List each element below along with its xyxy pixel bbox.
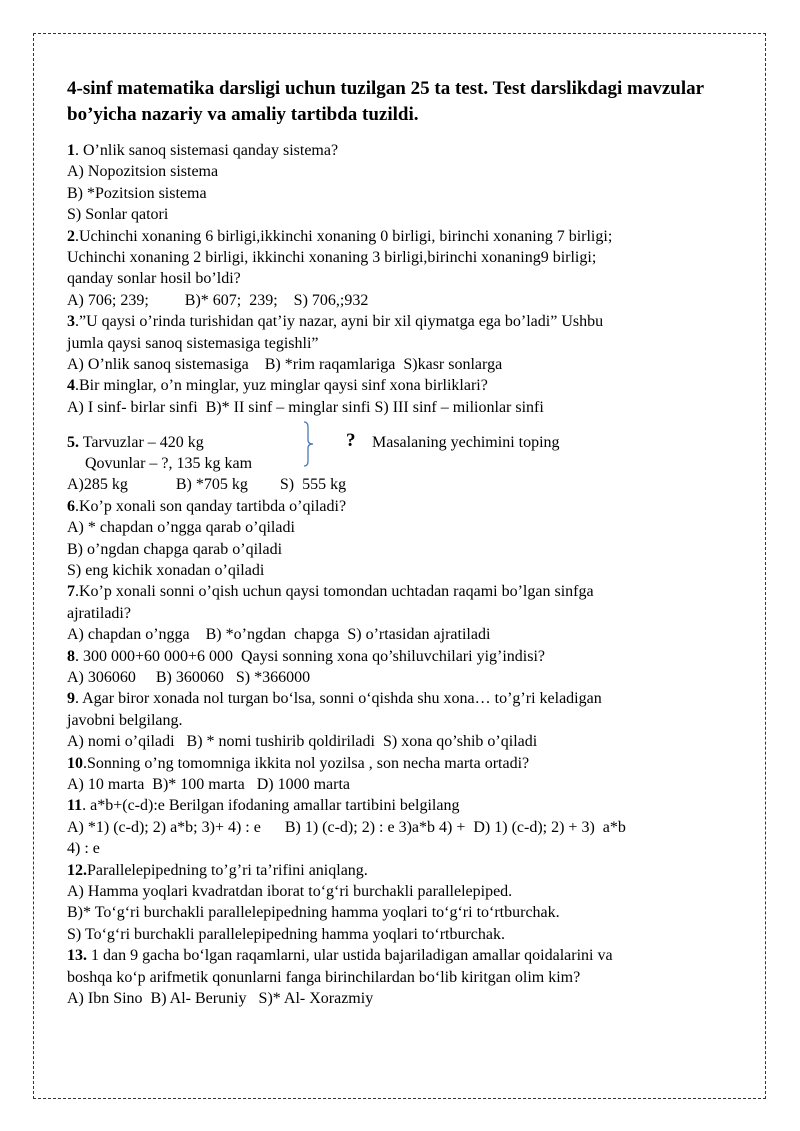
answer-options: A) 706; 239; B)* 607; 239; S) 706,;932 bbox=[67, 291, 369, 309]
question-5 bbox=[67, 432, 747, 474]
question-text: .”U qaysi o’rinda turishidan qat’iy nazar, ayni bir xil qiymatga ega bo’ladi” Ushbu bbox=[75, 313, 604, 331]
answer-option: B) o’ngdan chapga qarab o’qiladi bbox=[67, 540, 283, 558]
question-3 bbox=[67, 311, 747, 375]
problem-instruction: Masalaning yechimini toping bbox=[372, 434, 560, 452]
question-6 bbox=[67, 496, 747, 582]
answer-option: S) Sonlar qatori bbox=[67, 206, 169, 224]
question-text: .Sonning o’ng tomomniga ikkita nol yozilsa , son necha marta ortadi? bbox=[83, 754, 530, 772]
question-text: jumla qaysi sanoq sistemasiga tegishli” bbox=[67, 334, 319, 352]
question-text: Parallelepipedning to’g’ri ta’rifini aniqlang. bbox=[87, 861, 368, 879]
question-number: 1 bbox=[67, 142, 75, 159]
answer-options: 4) : e bbox=[67, 840, 100, 858]
answer-options: A) *1) (c-d); 2) a*b; 3)+ 4) : e B) 1) (c-d); 2) : e 3)a*b 4) + D) 1) (c-d); 2) + 3) a*b bbox=[67, 818, 626, 836]
question-8 bbox=[67, 646, 747, 689]
document-title: 4-sinf matematika darsligi uchun tuzilgan 25 ta test. Test darslikdagi mavzular bo’yicha nazariy va amaliy tartibda tuzildi. bbox=[67, 78, 704, 125]
question-10 bbox=[67, 753, 747, 796]
answer-options: A) nomi o’qiladi B) * nomi tushirib qoldiriladi S) xona qo’shib o’qiladi bbox=[67, 733, 538, 751]
answer-option: B)* To‘g‘ri burchakli parallelepipedning hamma yoqlari to‘g‘ri to‘rtburchak. bbox=[67, 904, 560, 922]
question-number: 8 bbox=[67, 647, 75, 665]
question-5-answers bbox=[67, 474, 747, 495]
question-text: 1 dan 9 gacha bo‘lgan raqamlarni, ular ustida bajariladigan amallar qoidalarini va bbox=[87, 947, 613, 965]
question-number: 7 bbox=[67, 583, 75, 601]
answer-options: A) chapdan o’ngga B) *o’ngdan chapga S) o’rtasidan ajratiladi bbox=[67, 626, 491, 644]
question-text: Uchinchi xonaning 2 birligi, ikkinchi xonaning 3 birligi,birinchi xonaning9 birligi; bbox=[67, 249, 597, 267]
question-mark: ? bbox=[346, 430, 356, 452]
question-13 bbox=[67, 945, 747, 1009]
answer-options: A) Ibn Sino B) Al- Beruniy S)* Al- Xorazmiy bbox=[67, 990, 374, 1008]
problem-line: Qovunlar – ?, 135 kg kam bbox=[85, 455, 253, 473]
question-number: 5. bbox=[67, 434, 79, 452]
question-text: ajratiladi? bbox=[67, 604, 131, 622]
answer-options: A) O’nlik sanoq sistemasiga B) *rim raqamlariga S)kasr sonlarga bbox=[67, 356, 503, 374]
question-9 bbox=[67, 688, 747, 752]
question-number: 2 bbox=[67, 227, 75, 245]
question-text: qanday sonlar hosil bo’ldi? bbox=[67, 270, 241, 288]
question-number: 13. bbox=[67, 947, 87, 965]
question-number: 10 bbox=[67, 754, 83, 772]
question-text: .Ko’p xonali sonni o’qish uchun qaysi tomondan uchtadan raqami bo’lgan sinfga bbox=[75, 583, 594, 601]
question-12 bbox=[67, 860, 747, 946]
question-number: 6 bbox=[67, 497, 75, 515]
question-text: . 300 000+60 000+6 000 Qaysi sonning xona qo’shiluvchilari yig’indisi? bbox=[75, 647, 546, 665]
question-number: 4 bbox=[67, 377, 75, 395]
answer-option: S) eng kichik xonadan o’qiladi bbox=[67, 561, 265, 579]
answer-option: A) Nopozitsion sistema bbox=[67, 163, 219, 181]
problem-line: Tarvuzlar – 420 kg bbox=[79, 434, 204, 452]
answer-options: A)285 kg B) *705 kg S) 555 kg bbox=[67, 476, 347, 494]
answer-option: A) * chapdan o’ngga qarab o’qiladi bbox=[67, 519, 295, 537]
question-4 bbox=[67, 375, 747, 418]
question-text: . Agar biror xonada nol turgan bo‘lsa, sonni o‘qishda shu xona… to’g’ri keladigan bbox=[75, 690, 602, 708]
question-number: 3 bbox=[67, 313, 75, 331]
question-text: . O’nlik sanoq sistemasi qanday sistema? bbox=[75, 142, 339, 159]
question-text: javobni belgilang. bbox=[67, 711, 183, 729]
question-text: .Ko’p xonali son qanday tartibda o’qiladi? bbox=[75, 497, 347, 515]
answer-options: A) I sinf- birlar sinfi B)* II sinf – minglar sinfi S) III sinf – milionlar sinfi bbox=[67, 398, 544, 416]
question-text: boshqa ko‘p arifmetik qonunlarni fanga birinchilardan bo‘lib kiritgan olim kim? bbox=[67, 968, 581, 986]
question-text: .Uchinchi xonaning 6 birligi,ikkinchi xonaning 0 birligi, birinchi xonaning 7 birligi; bbox=[75, 227, 613, 245]
question-number: 11 bbox=[67, 797, 83, 815]
question-number: 9 bbox=[67, 690, 75, 708]
question-1 bbox=[67, 140, 747, 226]
question-2 bbox=[67, 226, 747, 312]
question-text: . a*b+(c-d):e Berilgan ifodaning amallar tartibini belgilang bbox=[82, 797, 460, 815]
test-document bbox=[67, 76, 747, 1009]
right-brace-icon bbox=[303, 421, 317, 467]
answer-option: A) Hamma yoqlari kvadratdan iborat to‘g‘ri burchakli parallelepiped. bbox=[67, 883, 513, 900]
answer-option: S) To‘g‘ri burchakli parallelepipedning hamma yoqlari to‘rtburchak. bbox=[67, 925, 505, 943]
answer-options: A) 306060 B) 360060 S) *366000 bbox=[67, 668, 311, 686]
question-text: .Bir minglar, o’n minglar, yuz minglar qaysi sinf xona birliklari? bbox=[75, 377, 488, 395]
question-7 bbox=[67, 581, 747, 645]
answer-options: A) 10 marta B)* 100 marta D) 1000 marta bbox=[67, 775, 351, 793]
question-11 bbox=[67, 795, 747, 859]
question-number: 12. bbox=[67, 861, 87, 879]
answer-option: B) *Pozitsion sistema bbox=[67, 184, 207, 202]
